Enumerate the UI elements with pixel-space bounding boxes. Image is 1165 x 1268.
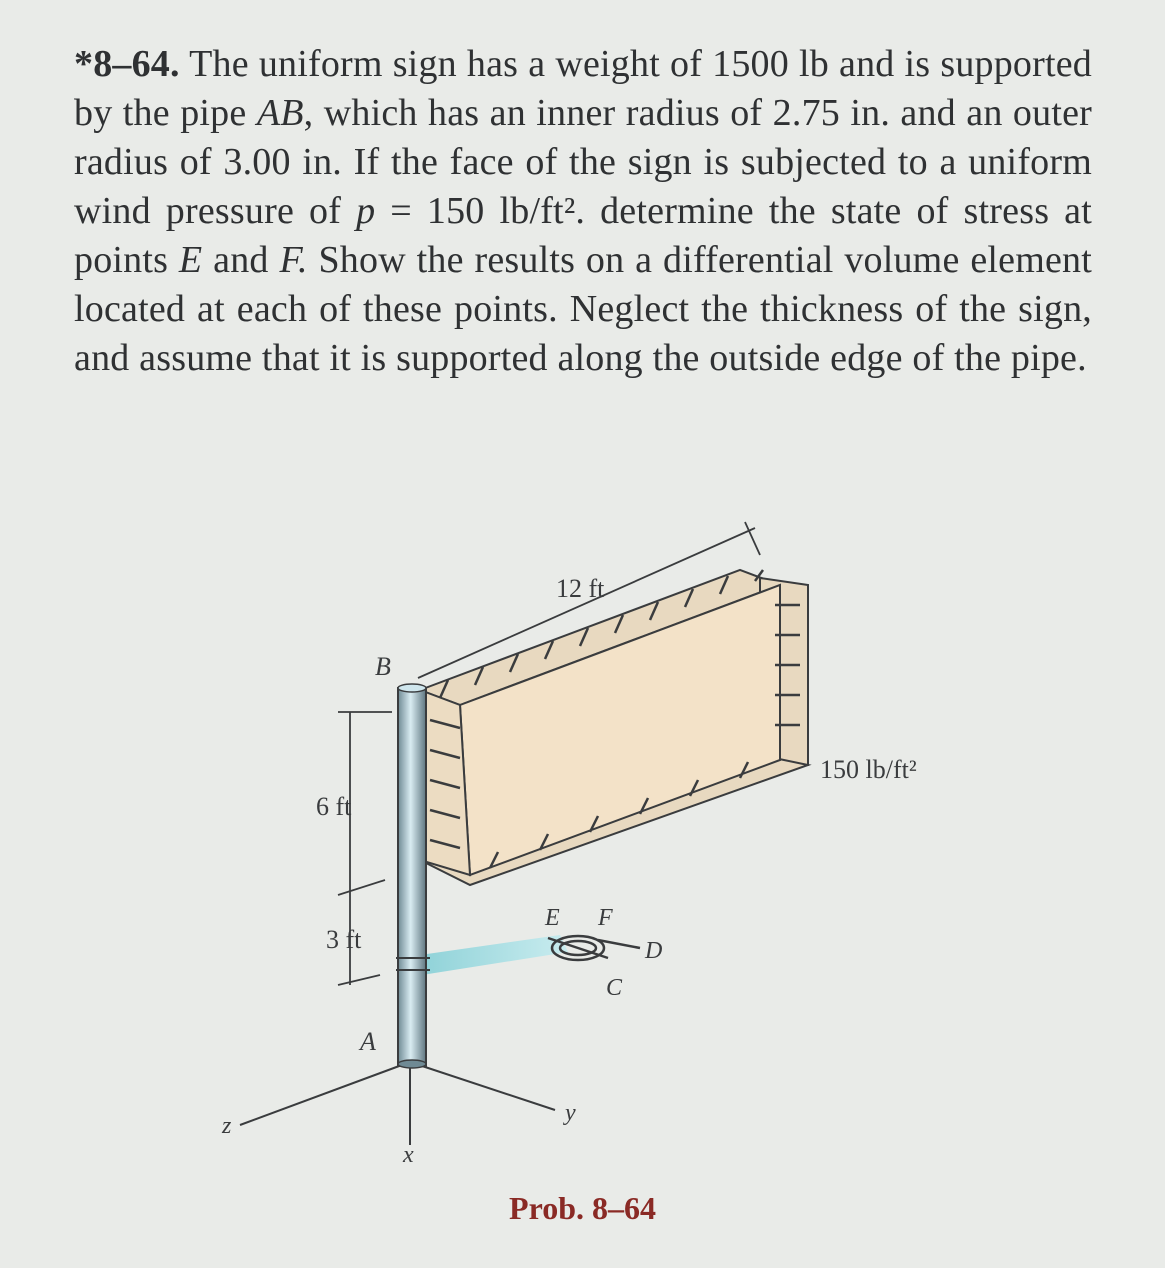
axis-z-label: z: [222, 1113, 232, 1139]
problem-text-1: The uniform sign has a weight of 1500 lb and is supported by the pipe: [74, 43, 1092, 134]
axis-y-label: y: [565, 1100, 576, 1126]
dim-upper-label: 6 ft: [316, 792, 352, 821]
point-f-ref: F.: [279, 239, 308, 281]
problem-text-4: Show the results on a differential volume element located at each of these points. Neglect the thickness of the sign, and assume that it is supported along the outside edge of the pipe.: [74, 239, 1092, 379]
point-b-label: B: [375, 652, 391, 681]
pipe-top: [398, 684, 426, 692]
pipe-bottom: [398, 1060, 426, 1068]
point-c-label: C: [606, 975, 623, 1001]
support-arm: [420, 935, 568, 975]
and-word: and: [202, 239, 280, 281]
dim-length-label: 12 ft: [556, 574, 605, 603]
pipe-ab: [398, 688, 426, 1066]
pressure-value: = 150 lb/ft².: [375, 190, 586, 232]
axis-x-label: x: [403, 1142, 414, 1168]
point-f-label: F: [598, 905, 613, 931]
point-a-label: A: [360, 1027, 376, 1056]
problem-number: *8–64.: [74, 43, 180, 85]
point-e-label: E: [545, 905, 560, 931]
point-e-ref: E: [178, 239, 203, 281]
figure-caption: Prob. 8–64: [509, 1190, 656, 1226]
point-d-label: D: [645, 938, 663, 964]
pressure-symbol: p: [356, 190, 376, 232]
problem-text-3: determine the state of stress at points: [74, 190, 1092, 281]
coordinate-axes: [240, 1062, 555, 1145]
problem-text-2: , which has an inner radius of 2.75 in. and an outer radius of 3.00 in. If the face of the sign is subjected to a uniform wind pressure of: [74, 92, 1092, 232]
pipe-label: AB: [256, 92, 304, 134]
dim-lower-label: 3 ft: [326, 925, 362, 954]
pressure-label: 150 lb/ft²: [820, 755, 917, 784]
